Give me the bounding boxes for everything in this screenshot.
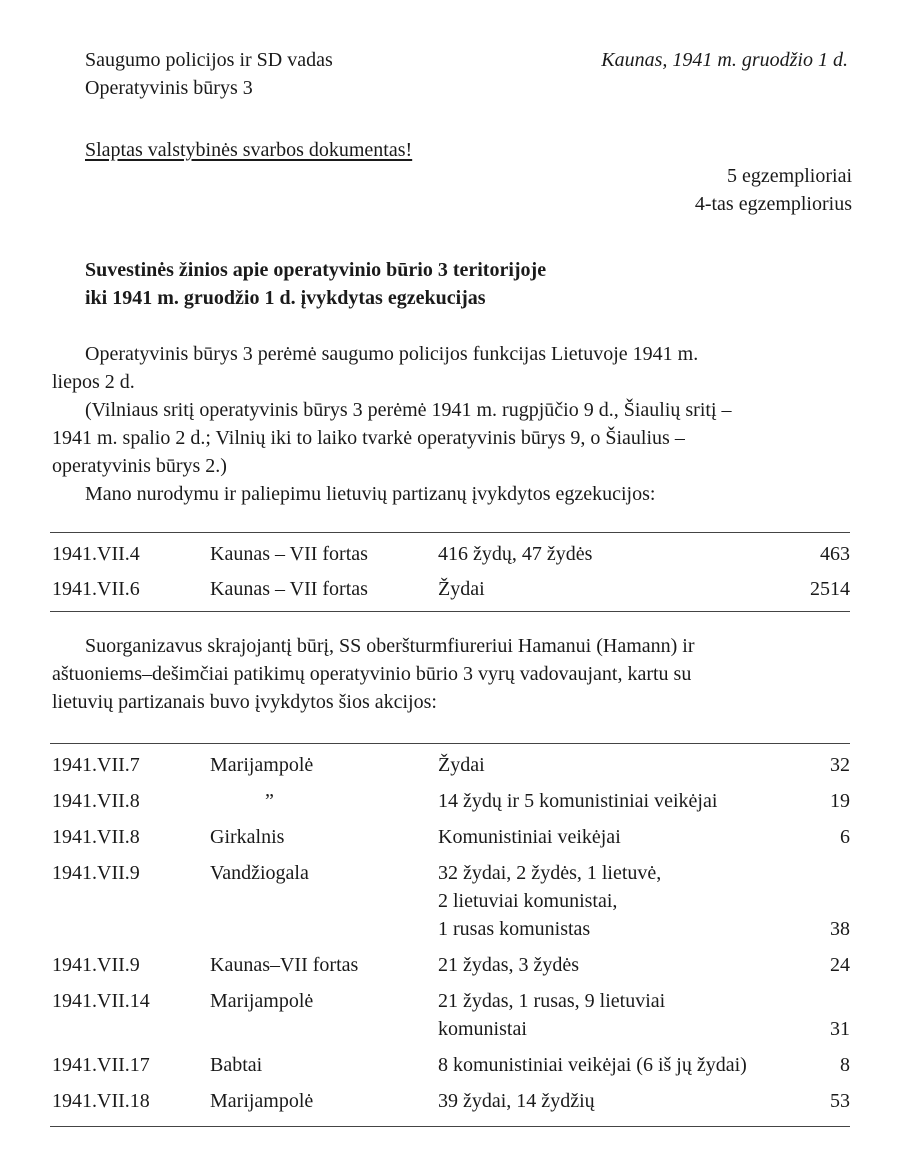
row-description <box>438 575 485 603</box>
row-description <box>438 987 665 1043</box>
table2-bottom-rule <box>50 1126 850 1127</box>
row-description-line: 21 žydas, 3 žydės <box>438 954 580 976</box>
row-description <box>438 823 621 851</box>
row-count: 24 <box>830 954 850 976</box>
place-and-date: Kaunas, 1941 m. gruodžio 1 d. <box>601 49 848 71</box>
row-date: 1941.VII.8 <box>52 790 140 812</box>
row-description <box>438 859 661 943</box>
table-row <box>50 540 850 568</box>
row-description-line: Komunistiniai veikėjai <box>438 826 621 848</box>
row-description <box>438 1051 747 1079</box>
row-date: 1941.VII.6 <box>52 578 140 600</box>
table-row <box>50 575 850 603</box>
intro-p1-line2: liepos 2 d. <box>52 371 135 393</box>
row-description <box>438 540 592 568</box>
issuing-office <box>85 46 333 102</box>
issuing-office-line2: Operatyvinis būrys 3 <box>85 77 253 99</box>
row-date: 1941.VII.18 <box>52 1090 150 1112</box>
row-place: Marijampolė <box>210 1090 314 1112</box>
row-place: Girkalnis <box>210 826 285 848</box>
table1-top-rule <box>50 532 850 533</box>
row-description <box>438 787 717 815</box>
row-place: Babtai <box>210 1054 263 1076</box>
document-title-line2: iki 1941 m. gruodžio 1 d. įvykdytas egzekucijas <box>85 287 486 309</box>
table-row <box>50 1087 850 1115</box>
intro-p2-line3: operatyvinis būrys 2.) <box>52 455 227 477</box>
table-row <box>50 1051 850 1079</box>
row-date: 1941.VII.4 <box>52 543 140 565</box>
row-count: 19 <box>830 790 850 812</box>
middle-line1: Suorganizavus skrajojantį būrį, SS oberšturmfiureriui Hamanui (Hamann) ir <box>85 635 695 657</box>
row-description <box>438 751 485 779</box>
table-row <box>50 987 850 1043</box>
intro-paragraphs <box>52 340 852 508</box>
table2-top-rule <box>50 743 850 744</box>
row-count: 38 <box>830 918 850 940</box>
row-description <box>438 951 579 979</box>
document-title-line1: Suvestinės žinios apie operatyvinio būrio 3 teritorijoje <box>85 259 547 281</box>
issuing-office-line1: Saugumo policijos ir SD vadas <box>85 49 333 71</box>
row-description-line: 1 rusas komunistas <box>438 918 591 940</box>
row-place: Kaunas–VII fortas <box>210 954 359 976</box>
row-place: Kaunas – VII fortas <box>210 543 368 565</box>
table1-bottom-rule <box>50 611 850 612</box>
row-description-line: 416 žydų, 47 žydės <box>438 543 593 565</box>
copy-total: 5 egzemplioriai <box>727 165 852 187</box>
copy-info <box>695 162 852 218</box>
row-count: 2514 <box>810 578 850 600</box>
row-place: Vandžiogala <box>210 862 309 884</box>
middle-line3: lietuvių partizanais buvo įvykdytos šios akcijos: <box>52 691 437 713</box>
row-description <box>438 1087 595 1115</box>
row-description-line: 8 komunistiniai veikėjai (6 iš jų žydai) <box>438 1054 747 1076</box>
copy-number: 4-tas egzempliorius <box>694 193 852 215</box>
row-count: 463 <box>820 543 850 565</box>
row-count: 32 <box>830 754 850 776</box>
intro-p1-line1: Operatyvinis būrys 3 perėmė saugumo policijos funkcijas Lietuvoje 1941 m. <box>85 343 699 365</box>
row-description-line: Žydai <box>438 578 485 600</box>
middle-paragraph <box>52 632 852 716</box>
row-description-line: 2 lietuviai komunistai, <box>438 890 618 912</box>
row-date: 1941.VII.8 <box>52 826 140 848</box>
row-description-line: 21 žydas, 1 rusas, 9 lietuviai <box>438 990 666 1012</box>
row-date: 1941.VII.17 <box>52 1054 150 1076</box>
classification-notice: Slaptas valstybinės svarbos dokumentas! <box>85 139 413 161</box>
document-title <box>85 256 546 312</box>
row-count: 8 <box>840 1054 850 1076</box>
row-place: Marijampolė <box>210 754 314 776</box>
row-description-line: komunistai <box>438 1018 527 1040</box>
row-place: ” <box>265 790 274 812</box>
row-description-line: Žydai <box>438 754 485 776</box>
table-row <box>50 787 850 815</box>
row-place: Marijampolė <box>210 990 314 1012</box>
intro-p2-line2: 1941 m. spalio 2 d.; Vilnių iki to laiko tvarkė operatyvinis būrys 9, o Šiaulius – <box>52 427 685 449</box>
row-date: 1941.VII.7 <box>52 754 140 776</box>
table-row <box>50 823 850 851</box>
table-row <box>50 951 850 979</box>
row-place: Kaunas – VII fortas <box>210 578 368 600</box>
intro-p2-line1: (Vilniaus sritį operatyvinis būrys 3 perėmė 1941 m. rugpjūčio 9 d., Šiaulių sritį – <box>85 399 732 421</box>
row-count: 6 <box>840 826 850 848</box>
row-description-line: 32 žydai, 2 žydės, 1 lietuvė, <box>438 862 662 884</box>
row-description-line: 39 žydai, 14 žydžių <box>438 1090 595 1112</box>
row-count: 31 <box>830 1018 850 1040</box>
table-row <box>50 751 850 779</box>
row-description-line: 14 žydų ir 5 komunistiniai veikėjai <box>438 790 718 812</box>
middle-line2: aštuoniems–dešimčiai patikimų operatyvinio būrio 3 vyrų vadovaujant, kartu su <box>52 663 692 685</box>
row-date: 1941.VII.9 <box>52 954 140 976</box>
table-row <box>50 859 850 943</box>
row-count: 53 <box>830 1090 850 1112</box>
row-date: 1941.VII.9 <box>52 862 140 884</box>
intro-p3-line1: Mano nurodymu ir paliepimu lietuvių partizanų įvykdytos egzekucijos: <box>85 483 656 505</box>
row-date: 1941.VII.14 <box>52 990 150 1012</box>
